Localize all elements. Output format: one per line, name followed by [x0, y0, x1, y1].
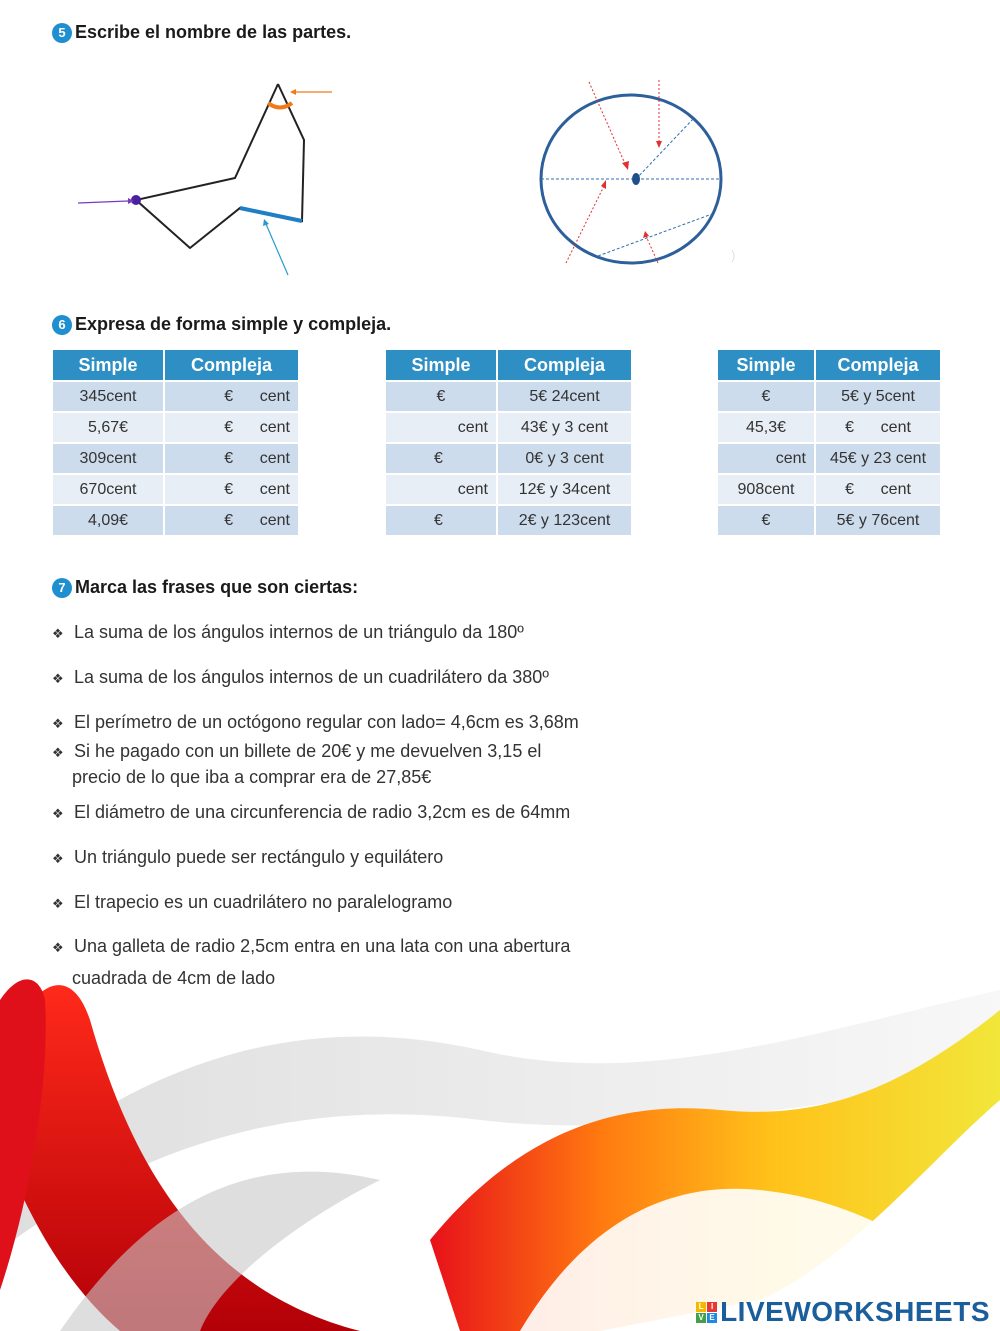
section-5-title-text: Escribe el nombre de las partes. [75, 22, 352, 42]
section-6-number: 6 [52, 315, 72, 335]
diamond-bullet-icon: ❖ [52, 806, 64, 821]
statement-item[interactable] [52, 934, 692, 990]
circle-radius [636, 118, 694, 179]
table-cell[interactable]: 12€ y 34cent [497, 474, 631, 505]
table-cell[interactable]: 2€ y 123cent [497, 505, 631, 535]
statement-item[interactable] [52, 800, 692, 826]
statement-text: La suma de los ángulos internos de un triángulo da 180º [74, 622, 524, 642]
table-cell[interactable]: € cent [164, 381, 298, 412]
section-6-title-text: Expresa de forma simple y compleja. [75, 314, 392, 334]
circle-figure [0, 0, 1000, 300]
table-cell[interactable]: € [386, 443, 497, 474]
table-header: Simple [53, 350, 164, 381]
table-cell[interactable]: 0€ y 3 cent [497, 443, 631, 474]
table-header: Compleja [164, 350, 298, 381]
diamond-bullet-icon: ❖ [52, 896, 64, 911]
table-cell[interactable]: € cent [815, 474, 940, 505]
table-cell[interactable]: € [718, 381, 815, 412]
table-cell[interactable]: cent [718, 443, 815, 474]
table-cell[interactable]: € [386, 505, 497, 535]
section-7-number: 7 [52, 578, 72, 598]
table-cell[interactable]: cent [386, 474, 497, 505]
table-cell[interactable]: € [718, 505, 815, 535]
table-cell[interactable]: € cent [164, 443, 298, 474]
brand-logo-icon: L I V E [696, 1302, 717, 1323]
section-6-title [52, 314, 391, 335]
money-table-2 [386, 350, 631, 535]
section-5-number: 5 [52, 23, 72, 43]
statement-text: El perímetro de un octógono regular con lado= 4,6cm es 3,68m [74, 712, 579, 732]
statement-text: El diámetro de una circunferencia de radio 3,2cm es de 64mm [74, 802, 571, 822]
circle-chord [598, 214, 712, 256]
table-cell[interactable]: € cent [164, 474, 298, 505]
statement-item[interactable] [52, 739, 692, 789]
brand-name: LIVEWORKSHEETS [720, 1296, 990, 1327]
table-cell[interactable]: 670cent [53, 474, 164, 505]
diamond-bullet-icon: ❖ [52, 716, 64, 731]
statement-text: Si he pagado con un billete de 20€ y me devuelven 3,15 el [74, 741, 542, 761]
table-header: Compleja [815, 350, 940, 381]
circle-center-dot [632, 173, 640, 185]
statement-text-continued: precio de lo que iba a comprar era de 27,85€ [72, 767, 432, 787]
diamond-bullet-icon: ❖ [52, 851, 64, 866]
section-7-title [52, 577, 358, 598]
liveworksheets-logo[interactable] [696, 1296, 990, 1328]
statement-item[interactable] [52, 890, 692, 916]
statement-item[interactable] [52, 620, 692, 646]
table-header: Compleja [497, 350, 631, 381]
table-header: Simple [386, 350, 497, 381]
table-cell[interactable]: € [386, 381, 497, 412]
table-cell[interactable]: cent [386, 412, 497, 443]
table-cell[interactable]: 43€ y 3 cent [497, 412, 631, 443]
table-cell[interactable]: € cent [815, 412, 940, 443]
money-table-3 [718, 350, 940, 535]
table-cell[interactable]: 5€ y 76cent [815, 505, 940, 535]
statement-text: La suma de los ángulos internos de un cuadrilátero da 380º [74, 667, 549, 687]
statement-item[interactable] [52, 710, 692, 736]
diamond-bullet-icon: ❖ [52, 671, 64, 686]
table-cell[interactable]: 5,67€ [53, 412, 164, 443]
diamond-bullet-icon: ❖ [52, 940, 64, 955]
diamond-bullet-icon: ❖ [52, 626, 64, 641]
table-cell[interactable]: 908cent [718, 474, 815, 505]
table-cell[interactable]: 309cent [53, 443, 164, 474]
statement-text: Un triángulo puede ser rectángulo y equilátero [74, 847, 444, 867]
statement-item[interactable] [52, 665, 692, 691]
chord-arrow [646, 236, 658, 263]
table-cell[interactable]: € cent [164, 412, 298, 443]
money-table-1 [53, 350, 298, 535]
table-cell[interactable]: 5€ y 5cent [815, 381, 940, 412]
table-cell[interactable]: 5€ 24cent [497, 381, 631, 412]
table-header: Simple [718, 350, 815, 381]
table-cell[interactable]: 45€ y 23 cent [815, 443, 940, 474]
statement-text-continued: cuadrada de 4cm de lado [72, 968, 276, 988]
table-cell[interactable]: € cent [164, 505, 298, 535]
statement-text: Una galleta de radio 2,5cm entra en una lata con una abertura [74, 936, 571, 956]
statement-text: El trapecio es un cuadrilátero no paralelogramo [74, 892, 453, 912]
table-cell[interactable]: 345cent [53, 381, 164, 412]
table-cell[interactable]: 45,3€ [718, 412, 815, 443]
diamond-bullet-icon: ❖ [52, 745, 64, 760]
section-7-title-text: Marca las frases que son ciertas: [75, 577, 359, 597]
statement-item[interactable] [52, 845, 692, 871]
table-cell[interactable]: 4,09€ [53, 505, 164, 535]
